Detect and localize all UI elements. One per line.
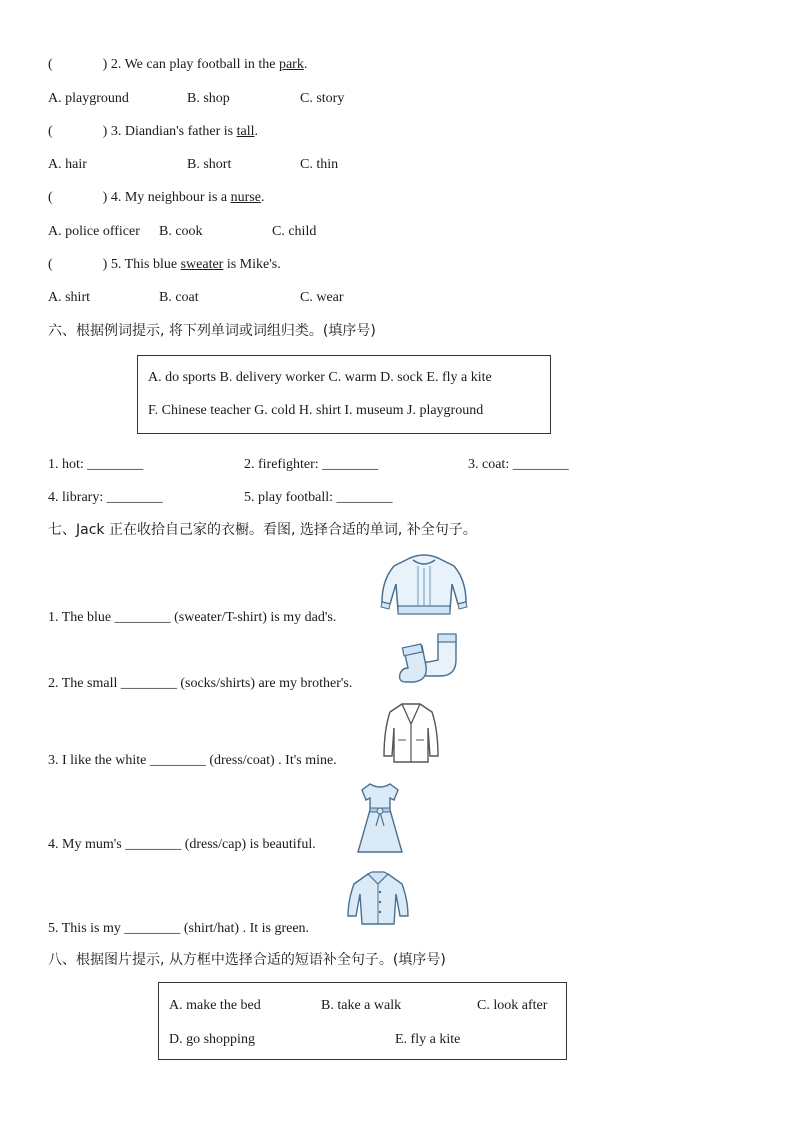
section-6-heading: 六、根据例词提示, 将下列单词或词组归类。(填序号) <box>48 323 376 339</box>
question-3 <box>48 123 258 141</box>
section-8-heading: 八、根据图片提示, 从方框中选择合适的短语补全句子。(填序号) <box>48 952 446 968</box>
sentence-2[interactable]: 2. The small ________ (socks/shirts) are my brother's. <box>48 676 353 691</box>
sentence-1[interactable]: 1. The blue ________ (sweater/T-shirt) is my dad's. <box>48 610 337 625</box>
option-a: A. hair <box>48 157 87 172</box>
phrase-e: E. fly a kite <box>395 1032 461 1047</box>
sentence-3[interactable]: 3. I like the white ________ (dress/coat) . It's mine. <box>48 753 337 768</box>
option-c: C. wear <box>300 290 344 305</box>
classify-item-1[interactable]: 1. hot: ________ <box>48 457 144 472</box>
option-b: B. cook <box>159 224 203 239</box>
underlined-word: sweater <box>180 257 224 272</box>
answer-paren: ( <box>48 190 53 205</box>
word-bank-box <box>137 355 551 434</box>
option-b: B. short <box>187 157 232 172</box>
word-bank-line-2: F. Chinese teacher G. cold H. shirt I. museum J. playground <box>148 403 484 418</box>
sentence-4[interactable]: 4. My mum's ________ (dress/cap) is beautiful. <box>48 837 316 852</box>
answer-paren: ( <box>48 257 53 272</box>
phrase-a: A. make the bed <box>169 998 261 1013</box>
option-a: A. playground <box>48 91 129 106</box>
classify-item-5[interactable]: 5. play football: ________ <box>244 490 393 505</box>
question-text: ) 2. We can play football in the <box>102 57 276 72</box>
option-c: C. thin <box>300 157 339 172</box>
dress-icon <box>356 782 404 854</box>
classify-item-2[interactable]: 2. firefighter: ________ <box>244 457 379 472</box>
option-a: A. police officer <box>48 224 140 239</box>
sentence-5[interactable]: 5. This is my ________ (shirt/hat) . It is green. <box>48 921 310 936</box>
socks-icon <box>398 632 464 684</box>
answer-paren: ( <box>48 57 53 72</box>
underlined-word: tall <box>236 124 255 139</box>
option-a: A. shirt <box>48 290 90 305</box>
classify-item-3[interactable]: 3. coat: ________ <box>468 457 569 472</box>
underlined-word: nurse <box>230 190 261 205</box>
section-7-heading: 七、Jack 正在收拾自己家的衣橱。看图, 选择合适的单词, 补全句子。 <box>48 522 477 538</box>
question-4 <box>48 189 264 207</box>
question-end: . <box>260 190 265 205</box>
phrase-bank-box <box>158 982 567 1060</box>
coat-icon <box>382 700 440 766</box>
question-text: ) 4. My neighbour is a <box>102 190 228 205</box>
question-5 <box>48 256 281 274</box>
question-end: is Mike's. <box>226 257 281 272</box>
shirt-icon <box>346 870 410 926</box>
question-end: . <box>303 57 308 72</box>
question-text: ) 5. This blue <box>102 257 178 272</box>
sweater-icon <box>380 552 468 618</box>
phrase-b: B. take a walk <box>321 998 402 1013</box>
phrase-d: D. go shopping <box>169 1032 255 1047</box>
option-c: C. story <box>300 91 345 106</box>
option-b: B. shop <box>187 91 230 106</box>
answer-paren: ( <box>48 124 53 139</box>
question-end: . <box>254 124 258 139</box>
option-b: B. coat <box>159 290 199 305</box>
word-bank-line-1: A. do sports B. delivery worker C. warm D. sock E. fly a kite <box>148 370 492 385</box>
question-text: ) 3. Diandian's father is <box>102 124 234 139</box>
option-c: C. child <box>272 224 317 239</box>
question-2 <box>48 56 307 74</box>
phrase-c: C. look after <box>477 998 548 1013</box>
classify-item-4[interactable]: 4. library: ________ <box>48 490 163 505</box>
underlined-word: park <box>278 57 304 72</box>
